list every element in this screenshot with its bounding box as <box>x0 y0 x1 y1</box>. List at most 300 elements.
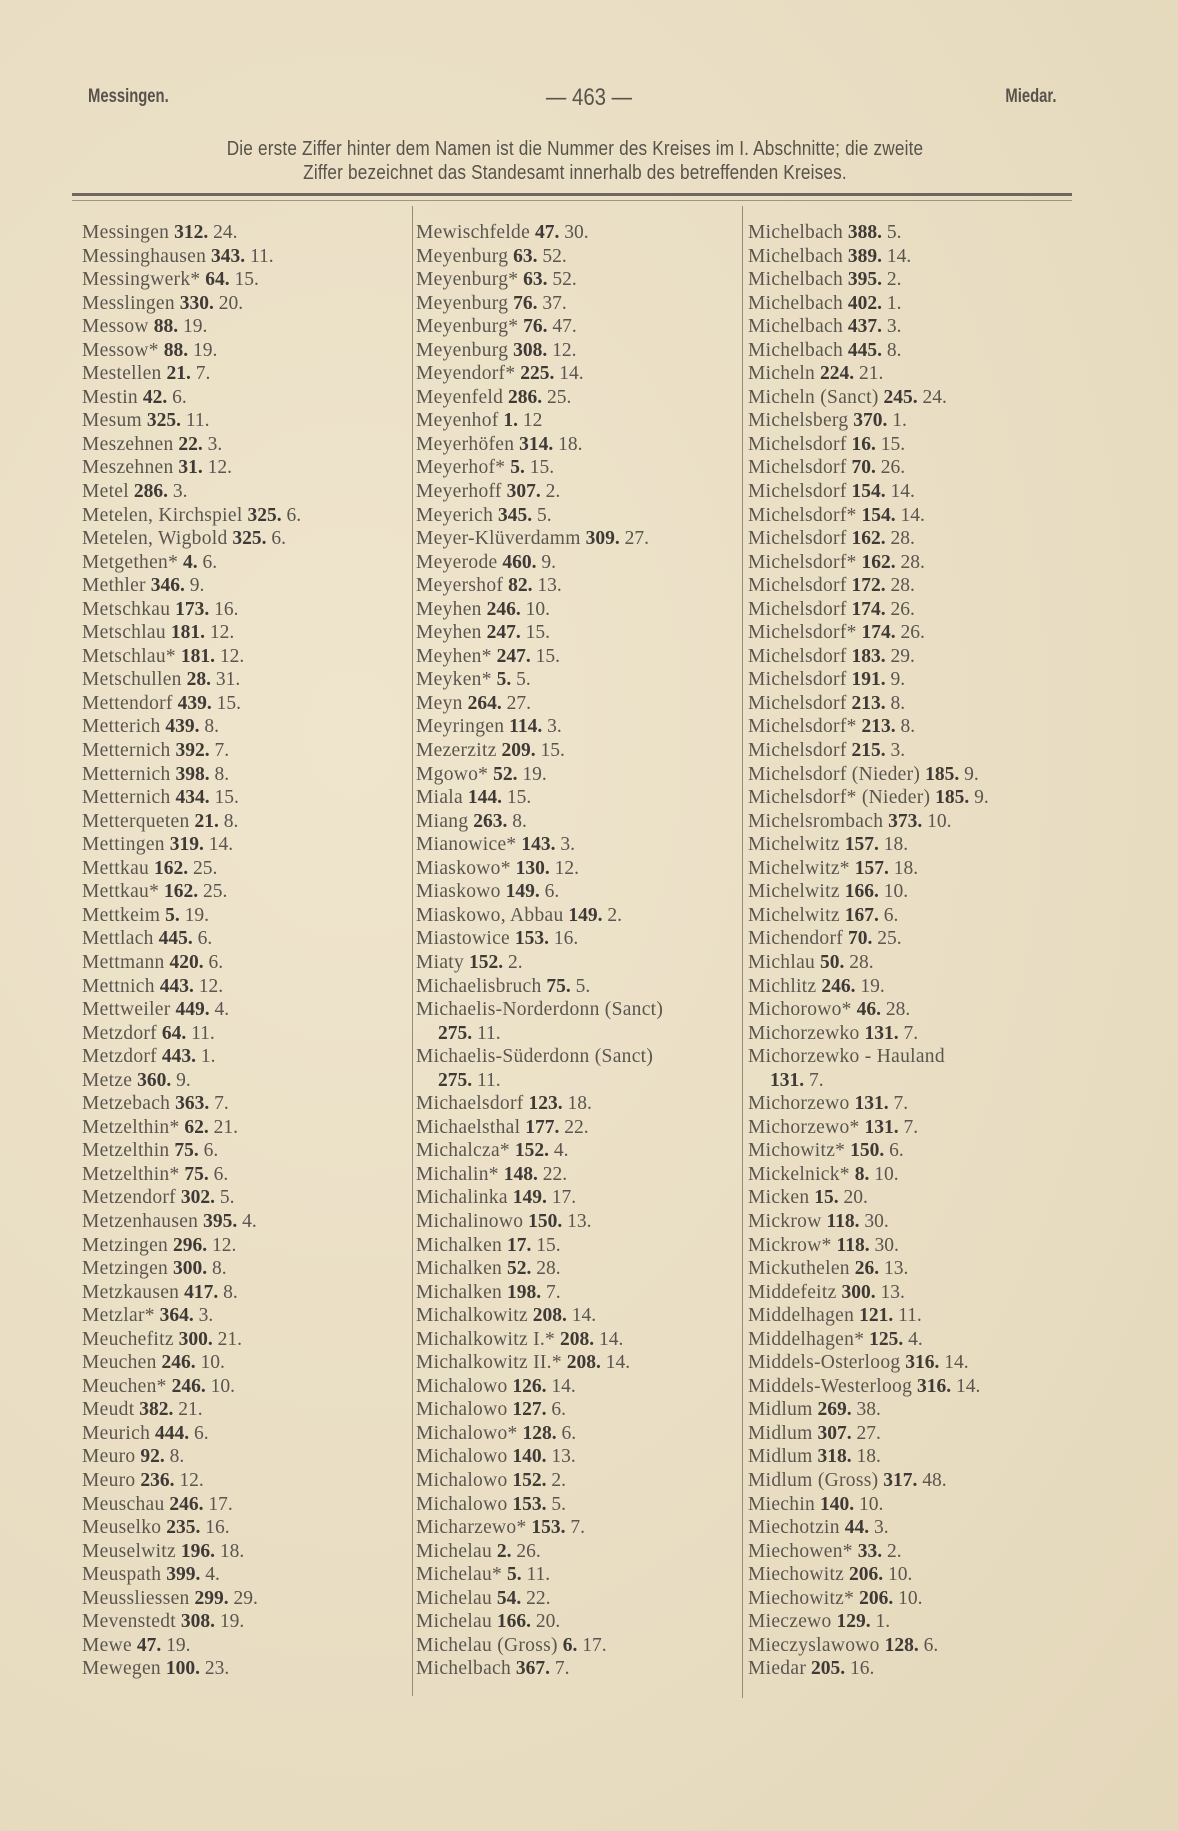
kreis-number: 52. <box>506 1258 532 1280</box>
place-name: Meuselko <box>82 1517 162 1539</box>
place-name: Michalin* <box>416 1163 499 1185</box>
kreis-number: 153. <box>512 1493 547 1515</box>
kreis-number: 206. <box>859 1587 894 1609</box>
standesamt-number: 14. <box>551 1375 576 1397</box>
standesamt-number: 2. <box>507 951 523 973</box>
kreis-number: 314. <box>519 433 554 455</box>
place-name: Michelau* <box>416 1564 503 1586</box>
standesamt-number: 12. <box>554 857 580 879</box>
index-entry <box>416 362 663 386</box>
kreis-number: 307. <box>506 481 541 503</box>
kreis-number: 181. <box>170 622 205 644</box>
index-entry <box>82 975 301 999</box>
standesamt-number: 14. <box>605 1352 631 1374</box>
place-name: Messinghausen <box>82 245 207 267</box>
kreis-number: 208. <box>532 1305 567 1327</box>
standesamt-number: 15. <box>536 1234 561 1256</box>
place-name: Meyenburg <box>416 245 509 267</box>
standesamt-number: 6. <box>213 1163 229 1185</box>
kreis-number: 300. <box>178 1328 213 1350</box>
index-entry <box>416 1540 663 1564</box>
kreis-number: 154. <box>861 504 896 526</box>
kreis-number: 275. <box>438 1069 473 1091</box>
index-entry <box>748 456 989 480</box>
place-name: Michelsdorf <box>748 457 847 479</box>
standesamt-number: 9. <box>890 669 906 691</box>
kreis-number: 33. <box>857 1540 883 1562</box>
index-entry <box>416 1422 663 1446</box>
kreis-number: 185. <box>935 787 970 809</box>
index-entry <box>748 504 989 528</box>
place-name: Metternich <box>82 740 171 762</box>
standesamt-number: 15. <box>506 787 532 809</box>
place-name: Metterqueten <box>82 810 190 832</box>
standesamt-number: 15. <box>535 645 560 667</box>
index-entry <box>748 315 989 339</box>
place-name: Michaelis-Süderdonn (Sanct) <box>416 1046 654 1068</box>
index-entry <box>748 1657 989 1681</box>
kreis-number: 460. <box>502 551 537 573</box>
place-name: Michorzewo* <box>748 1116 860 1138</box>
kreis-number: 150. <box>528 1210 563 1232</box>
kreis-number: 150. <box>850 1140 885 1162</box>
index-entry <box>748 904 989 928</box>
kreis-number: 70. <box>847 928 873 950</box>
index-entry <box>82 668 301 692</box>
standesamt-number: 24. <box>213 222 238 243</box>
index-entry <box>82 786 301 810</box>
place-name: Meuchen <box>82 1352 157 1374</box>
standesamt-number: 17. <box>208 1493 233 1515</box>
kreis-number: 2. <box>496 1540 512 1562</box>
kreis-number: 269. <box>817 1399 852 1421</box>
kreis-number: 149. <box>568 904 603 926</box>
standesamt-number: 5. <box>537 504 552 526</box>
kreis-number: 246. <box>486 598 521 620</box>
standesamt-number: 6. <box>271 528 287 550</box>
index-entry <box>748 245 989 269</box>
kreis-number: 308. <box>180 1611 215 1633</box>
index-entry <box>416 1657 663 1681</box>
place-name: Michowitz* <box>748 1140 846 1162</box>
index-entry <box>748 1092 989 1116</box>
place-name: Michelsdorf <box>748 575 847 597</box>
intro-line-1: Die erste Ziffer hinter dem Namen ist die Nummer des Kreises im I. Abschnitte; die zweite <box>226 138 924 160</box>
standesamt-number: 12. <box>207 457 232 479</box>
standesamt-number: 1. <box>886 292 902 314</box>
place-name: Mesum <box>82 410 142 432</box>
index-entry <box>82 1328 301 1352</box>
place-name: Miechowen* <box>748 1540 853 1562</box>
kreis-number: 153. <box>531 1517 566 1539</box>
place-name: Mettmann <box>82 951 165 973</box>
kreis-number: 246. <box>169 1493 204 1515</box>
place-name: Metzendorf <box>82 1187 176 1209</box>
standesamt-number: 13. <box>883 1258 909 1280</box>
place-name: Michaelisbruch <box>416 975 542 997</box>
standesamt-number: 22. <box>526 1587 551 1609</box>
standesamt-number: 28. <box>849 951 874 973</box>
place-name: Mestellen <box>82 363 162 385</box>
kreis-number: 443. <box>161 1046 196 1068</box>
kreis-number: 345. <box>498 504 533 526</box>
standesamt-number: 7. <box>195 363 211 385</box>
kreis-number: 144. <box>467 787 502 809</box>
place-name: Micken <box>748 1187 810 1209</box>
standesamt-number: 19. <box>860 975 885 997</box>
index-entry <box>416 1116 663 1140</box>
place-name: Mgowo* <box>416 763 489 785</box>
kreis-number: 275. <box>438 1022 473 1044</box>
left-catchword: Messingen. <box>88 86 169 107</box>
kreis-number: 152. <box>512 1469 547 1491</box>
standesamt-number: 14. <box>571 1305 597 1327</box>
kreis-number: 140. <box>512 1446 547 1468</box>
index-entry <box>82 433 301 457</box>
place-name: Michorzewo <box>748 1093 850 1115</box>
kreis-number: 398. <box>175 763 210 785</box>
kreis-number: 166. <box>844 881 879 903</box>
index-entry <box>416 574 663 598</box>
place-name: Michelsdorf <box>748 740 847 762</box>
place-name: Metze <box>82 1069 133 1091</box>
kreis-number: 307. <box>817 1422 852 1444</box>
kreis-number: 363. <box>175 1093 210 1115</box>
index-entry <box>748 810 989 834</box>
standesamt-number: 19. <box>192 339 218 361</box>
place-name: Metzdorf <box>82 1046 157 1068</box>
place-name: Meyenburg <box>416 292 509 314</box>
kreis-number: 264. <box>467 692 502 714</box>
place-name: Midlum <box>748 1399 813 1421</box>
kreis-number: 157. <box>854 857 889 879</box>
index-entry <box>82 551 301 575</box>
standesamt-number: 25. <box>877 928 902 950</box>
kreis-number: 319. <box>169 834 204 856</box>
place-name: Michorowo* <box>748 999 852 1021</box>
kreis-number: 213. <box>851 692 886 714</box>
place-name: Mickrow* <box>748 1234 832 1256</box>
place-name: Metelen, Wigbold <box>82 528 228 550</box>
standesamt-number: 7. <box>214 740 230 762</box>
index-entry <box>416 1186 663 1210</box>
index-entry <box>748 433 989 457</box>
index-entry <box>82 268 301 292</box>
standesamt-number: 15. <box>214 787 239 809</box>
kreis-number: 177. <box>525 1116 560 1138</box>
place-name: Miaty <box>416 951 465 973</box>
kreis-number: 22. <box>178 433 203 455</box>
index-entry <box>416 1398 663 1422</box>
place-name: Metzlar* <box>82 1305 155 1327</box>
index-entry <box>748 880 989 904</box>
place-name: Meyringen <box>416 716 505 738</box>
kreis-number: 296. <box>172 1234 208 1256</box>
index-entry <box>416 833 663 857</box>
index-entry <box>416 763 663 787</box>
index-entry <box>416 598 663 622</box>
standesamt-number: 5. <box>575 975 591 997</box>
place-name: Michorzewko - Hauland <box>748 1046 945 1068</box>
index-entry <box>416 480 663 504</box>
standesamt-number: 8. <box>169 1446 185 1468</box>
kreis-number: 174. <box>861 622 896 644</box>
place-name: Meyerhof* <box>416 457 506 479</box>
place-name: Mettlach <box>82 928 154 950</box>
place-name: Metzingen <box>82 1234 169 1256</box>
standesamt-number: 8. <box>900 716 916 738</box>
entry-continuation <box>416 1022 663 1046</box>
kreis-number: 444. <box>155 1422 190 1444</box>
intro-note <box>149 137 1000 185</box>
kreis-number: 439. <box>177 692 212 714</box>
kreis-number: 399. <box>166 1564 201 1586</box>
index-entry <box>82 1634 301 1658</box>
right-catchword: Miedar. <box>1004 86 1056 107</box>
place-name: Meyenfeld <box>416 386 504 408</box>
kreis-number: 131. <box>770 1069 805 1091</box>
kreis-number: 6. <box>562 1634 578 1656</box>
standesamt-number: 23. <box>204 1658 230 1680</box>
kreis-number: 225. <box>520 363 555 385</box>
standesamt-number: 8. <box>211 1258 227 1280</box>
place-name: Miedar <box>748 1658 807 1680</box>
kreis-number: 162. <box>153 857 189 879</box>
place-name: Michelbach <box>416 1658 512 1680</box>
standesamt-number: 1. <box>200 1046 216 1068</box>
place-name: Michelwitz <box>748 834 840 856</box>
standesamt-number: 3. <box>890 740 906 762</box>
index-entry <box>416 692 663 716</box>
place-name: Meuspath <box>82 1564 162 1586</box>
standesamt-number: 2. <box>886 269 902 291</box>
index-entry <box>748 1587 989 1611</box>
index-entry <box>416 339 663 363</box>
index-entry <box>82 598 301 622</box>
kreis-number: 153. <box>514 928 549 950</box>
place-name: Miaskowo, Abbau <box>416 904 564 926</box>
kreis-number: 205. <box>811 1658 846 1680</box>
standesamt-number: 16. <box>553 928 579 950</box>
place-name: Michelsdorf <box>748 433 847 455</box>
place-name: Meudt <box>82 1399 135 1421</box>
standesamt-number: 12. <box>179 1469 204 1491</box>
index-entry <box>416 315 663 339</box>
standesamt-number: 8. <box>512 810 527 832</box>
standesamt-number: 29. <box>233 1587 258 1609</box>
place-name: Michelsdorf <box>748 528 847 550</box>
standesamt-number: 2. <box>551 1469 567 1491</box>
place-name: Midlum <box>748 1446 813 1468</box>
index-entry <box>748 292 989 316</box>
kreis-number: 50. <box>819 951 845 973</box>
kreis-number: 123. <box>528 1093 563 1115</box>
kreis-number: 62. <box>184 1116 209 1138</box>
index-entry <box>82 1045 301 1069</box>
kreis-number: 26. <box>854 1258 880 1280</box>
standesamt-number: 6. <box>203 1140 219 1162</box>
index-entry <box>82 1540 301 1564</box>
kreis-number: 388. <box>847 222 883 243</box>
place-name: Michelsdorf (Nieder) <box>748 763 921 785</box>
place-name: Michalken <box>416 1234 503 1256</box>
kreis-number: 118. <box>836 1234 870 1256</box>
running-head <box>0 84 1178 114</box>
kreis-number: 209. <box>501 740 536 762</box>
kreis-number: 417. <box>184 1281 219 1303</box>
place-name: Middels-Westerloog <box>748 1375 913 1397</box>
standesamt-number: 7. <box>903 1022 919 1044</box>
index-entry <box>748 1540 989 1564</box>
standesamt-number: 30. <box>864 1210 889 1232</box>
column-middle <box>416 221 663 1681</box>
standesamt-number: 10. <box>525 598 550 620</box>
standesamt-number: 1. <box>892 410 907 432</box>
index-entry <box>748 1610 989 1634</box>
standesamt-number: 18. <box>558 433 583 455</box>
standesamt-number: 18. <box>219 1540 245 1562</box>
index-entry <box>82 1092 301 1116</box>
standesamt-number: 10. <box>858 1493 884 1515</box>
standesamt-number: 27. <box>506 692 531 714</box>
index-entry <box>748 763 989 787</box>
standesamt-number: 8. <box>223 810 239 832</box>
place-name: Meyershof <box>416 575 504 597</box>
standesamt-number: 26. <box>880 457 906 479</box>
kreis-number: 167. <box>844 904 879 926</box>
standesamt-number: 5. <box>219 1187 235 1209</box>
kreis-number: 149. <box>512 1187 547 1209</box>
standesamt-number: 38. <box>856 1399 881 1421</box>
index-entry <box>748 1351 989 1375</box>
index-entry <box>748 551 989 575</box>
place-name: Michelwitz* <box>748 857 850 879</box>
index-entry <box>748 1328 989 1352</box>
kreis-number: 52. <box>493 763 518 785</box>
kreis-number: 316. <box>917 1375 952 1397</box>
place-name: Metterich <box>82 716 161 738</box>
place-name: Michalinka <box>416 1187 508 1209</box>
index-entry <box>82 245 301 269</box>
kreis-number: 325. <box>247 504 282 526</box>
standesamt-number: 6. <box>208 951 224 973</box>
standesamt-number: 15. <box>540 740 565 762</box>
place-name: Methler <box>82 575 146 597</box>
place-name: Michelsdorf* <box>748 622 857 644</box>
kreis-number: 47. <box>136 1634 162 1656</box>
index-entry <box>416 1210 663 1234</box>
place-name: Miaskowo* <box>416 857 511 879</box>
entry-continuation <box>416 1069 663 1093</box>
place-name: Michlau <box>748 951 816 973</box>
place-name: Michaelis-Norderdonn (Sanct) <box>416 999 664 1021</box>
kreis-number: 236. <box>140 1469 175 1491</box>
standesamt-number: 25. <box>547 386 572 408</box>
kreis-number: 392. <box>175 740 210 762</box>
standesamt-number: 14. <box>956 1375 981 1397</box>
standesamt-number: 14. <box>598 1328 624 1350</box>
index-entry <box>416 409 663 433</box>
place-name: Mevenstedt <box>82 1611 176 1633</box>
standesamt-number: 8. <box>214 763 230 785</box>
column-divider-2 <box>742 206 743 1698</box>
standesamt-number: 19. <box>184 904 209 926</box>
index-entry <box>82 1445 301 1469</box>
standesamt-number: 4. <box>214 999 230 1021</box>
kreis-number: 75. <box>546 975 571 997</box>
index-entry <box>416 951 663 975</box>
kreis-number: 286. <box>508 386 543 408</box>
kreis-number: 114. <box>509 716 543 738</box>
kreis-number: 75. <box>174 1140 199 1162</box>
column-right <box>748 221 989 1681</box>
index-entry <box>748 786 989 810</box>
index-entry <box>82 1422 301 1446</box>
place-name: Metzenhausen <box>82 1210 199 1232</box>
index-entry <box>82 1234 301 1258</box>
place-name: Michelbach <box>748 339 844 361</box>
index-entry <box>82 386 301 410</box>
index-entry <box>416 810 663 834</box>
kreis-number: 308. <box>513 339 548 361</box>
standesamt-number: 13. <box>880 1281 905 1303</box>
kreis-number: 152. <box>514 1140 549 1162</box>
index-entry <box>416 1563 663 1587</box>
index-entry <box>416 880 663 904</box>
index-entry <box>82 1022 301 1046</box>
kreis-number: 28. <box>186 669 211 691</box>
place-name: Mickuthelen <box>748 1258 850 1280</box>
place-name: Michaelsthal <box>416 1116 521 1138</box>
place-name: Michaelsdorf <box>416 1093 524 1115</box>
index-entry <box>416 975 663 999</box>
place-name: Michelsdorf <box>748 645 847 667</box>
place-name: Mickelnick* <box>748 1163 850 1185</box>
standesamt-number: 19. <box>182 316 208 338</box>
place-name: Michelsdorf <box>748 692 847 714</box>
index-entry <box>416 904 663 928</box>
standesamt-number: 28. <box>890 528 915 550</box>
standesamt-number: 10. <box>883 881 909 903</box>
index-entry <box>82 1116 301 1140</box>
index-entry <box>82 1069 301 1093</box>
place-name: Michalkowitz II.* <box>416 1352 562 1374</box>
index-entry <box>416 927 663 951</box>
index-entry <box>416 1045 663 1092</box>
kreis-number: 148. <box>503 1163 538 1185</box>
index-entry <box>416 739 663 763</box>
place-name: Miastowice <box>416 928 510 950</box>
index-entry <box>416 527 663 551</box>
kreis-number: 389. <box>847 245 883 267</box>
kreis-number: 140. <box>819 1493 855 1515</box>
index-entry <box>416 1493 663 1517</box>
standesamt-number: 7. <box>903 1116 919 1138</box>
kreis-number: 235. <box>166 1517 201 1539</box>
standesamt-number: 14. <box>886 245 912 267</box>
standesamt-number: 16. <box>850 1658 875 1680</box>
standesamt-number: 11. <box>191 1022 215 1044</box>
kreis-number: 173. <box>175 598 210 620</box>
place-name: Meyenburg* <box>416 316 519 338</box>
index-entry <box>748 386 989 410</box>
index-entry <box>748 1022 989 1046</box>
kreis-number: 395. <box>847 269 883 291</box>
index-entry <box>416 1257 663 1281</box>
place-name: Michalowo* <box>416 1422 518 1444</box>
standesamt-number: 15. <box>525 622 550 644</box>
index-entry <box>416 456 663 480</box>
